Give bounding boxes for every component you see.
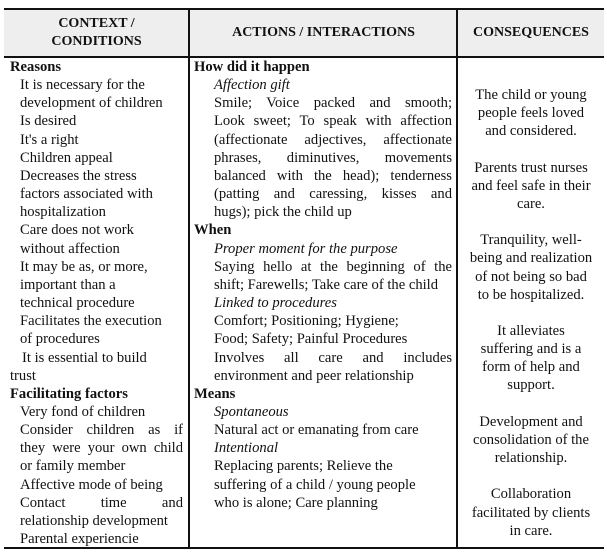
qualitative-analysis-table [4,8,604,549]
text-line: Facilitating factors [10,385,128,402]
section-heading [194,385,452,403]
consequence-item [458,485,604,539]
section-heading [194,221,452,239]
section-heading [10,58,183,76]
text-line: environment and peer relationship [214,367,414,384]
text-line: support. [507,377,555,394]
list-item [194,421,452,439]
text-line: Affective mode of being [20,476,163,493]
text-line: Involves all care and includes [214,349,452,366]
text-line: they were your own child [20,440,183,457]
text-line: consolidation of the [473,431,589,448]
text-line: Parental experiencie [20,531,139,548]
text-line: balanced with the head); tenderness [214,167,452,184]
consequence-item [458,86,604,140]
list-item [10,530,183,548]
actions-interactions-column [194,58,452,512]
text-line: phrases, diminutives, movements [214,149,452,166]
text-line: Replacing parents; Relieve the [214,458,393,475]
consequences-column [458,58,604,540]
text-line: When [194,222,232,239]
list-item [10,349,183,385]
text-line: Comfort; Positioning; Hygiene; [214,313,399,330]
text-line: Proper moment for the purpose [214,240,398,257]
text-line: of procedures [20,331,100,348]
list-item [10,494,183,530]
list-item [10,476,183,494]
text-line: It is necessary for the [20,77,145,94]
list-item [10,421,183,475]
text-line: without affection [20,240,120,257]
text-line: or family member [20,458,126,475]
subsection-heading [194,76,452,94]
list-item [10,258,183,312]
subsection-heading [194,403,452,421]
text-line: Natural act or emanating from care [214,422,419,439]
text-line: How did it happen [194,59,310,75]
text-line: Saying hello at the beginning of the [214,258,452,275]
text-line: The child or young [475,87,587,103]
text-line: Linked to procedures [214,295,337,312]
text-line: technical procedure [20,295,135,312]
list-item [10,167,183,221]
text-line: development of children [20,95,163,112]
text-line: suffering of a child / young people [214,476,416,493]
text-line: shift; Farewells; Take care of the child [214,276,439,293]
text-line: Intentional [214,440,279,457]
text-line: Affection gift [214,77,290,94]
consequence-item [458,413,604,467]
text-line: factors associated with [20,186,153,203]
list-item [194,258,452,294]
text-line: (patting and caressing, kisses and [214,186,452,203]
text-line: important than a [20,276,116,293]
section-heading [194,58,452,76]
subsection-heading [194,439,452,457]
text-line: Consider children as if [20,422,183,439]
table-header-row [4,10,604,58]
consequence-item [458,159,604,213]
list-item [194,312,452,348]
context-conditions-column [10,58,183,548]
text-line: trust [10,367,36,384]
text-line: Collaboration [490,486,572,503]
text-line: people feels loved [477,105,585,122]
column-divider [188,10,190,547]
text-line: to be hospitalized. [477,286,585,303]
text-line: Look sweet; To speak with affection [214,113,452,130]
text-line: It may be as, or more, [20,258,148,275]
text-line: Parents trust nurses [474,159,588,176]
text-line: relationship. [494,450,568,467]
header-consequences: CONSEQUENCES [473,25,589,40]
text-line: who is alone; Care planning [214,494,378,511]
text-line: Contact time and [20,494,183,511]
text-line: It's a right [20,131,79,148]
text-line: It is essential to build [22,349,147,366]
text-line: being and realization [469,250,593,267]
consequence-item [458,231,604,304]
text-line: Reasons [10,59,62,75]
text-line: hospitalization [20,204,106,221]
list-item [194,94,452,221]
text-line: and feel safe in their [471,177,591,194]
text-line: Care does not work [20,222,134,239]
list-item [194,457,452,511]
text-line: form of help and [482,359,580,376]
consequence-item [458,322,604,395]
text-line: Tranquility, well- [480,232,582,249]
header-actions-interactions: ACTIONS / INTERACTIONS [232,25,415,40]
list-item [10,131,183,149]
list-item [10,76,183,112]
text-line: and considered. [485,123,577,140]
text-line: in care. [509,522,553,539]
list-item [10,312,183,348]
text-line: suffering and is a [480,341,582,358]
list-item [10,112,183,130]
text-line: Smile; Voice packed and smooth; [214,95,452,112]
text-line: Is desired [20,113,77,130]
text-line: Very fond of children [20,403,146,420]
text-line: It alleviates [497,322,565,339]
subsection-heading [194,294,452,312]
section-heading [10,385,183,403]
text-line: facilitated by clients [471,504,591,521]
text-line: Means [194,385,236,402]
text-line: Children appeal [20,149,113,166]
list-item [10,403,183,421]
text-line: (affectionate adjectives, affectionate [214,131,452,148]
text-line: relationship development [20,512,168,529]
header-label: CONTEXT / CONDITIONS [51,16,142,49]
text-line: Facilitates the execution [20,313,162,330]
header-context-conditions [4,10,189,56]
subsection-heading [194,240,452,258]
text-line: of not being so bad [475,268,587,285]
list-item [10,221,183,257]
text-line: Decreases the stress [20,167,137,184]
list-item [10,149,183,167]
text-line: Food; Safety; Painful Procedures [214,331,408,348]
list-item [194,349,452,385]
text-line: hugs); pick the child up [214,204,352,221]
text-line: care. [517,195,545,212]
text-line: Development and [479,413,583,430]
text-line: Spontaneous [214,403,289,420]
